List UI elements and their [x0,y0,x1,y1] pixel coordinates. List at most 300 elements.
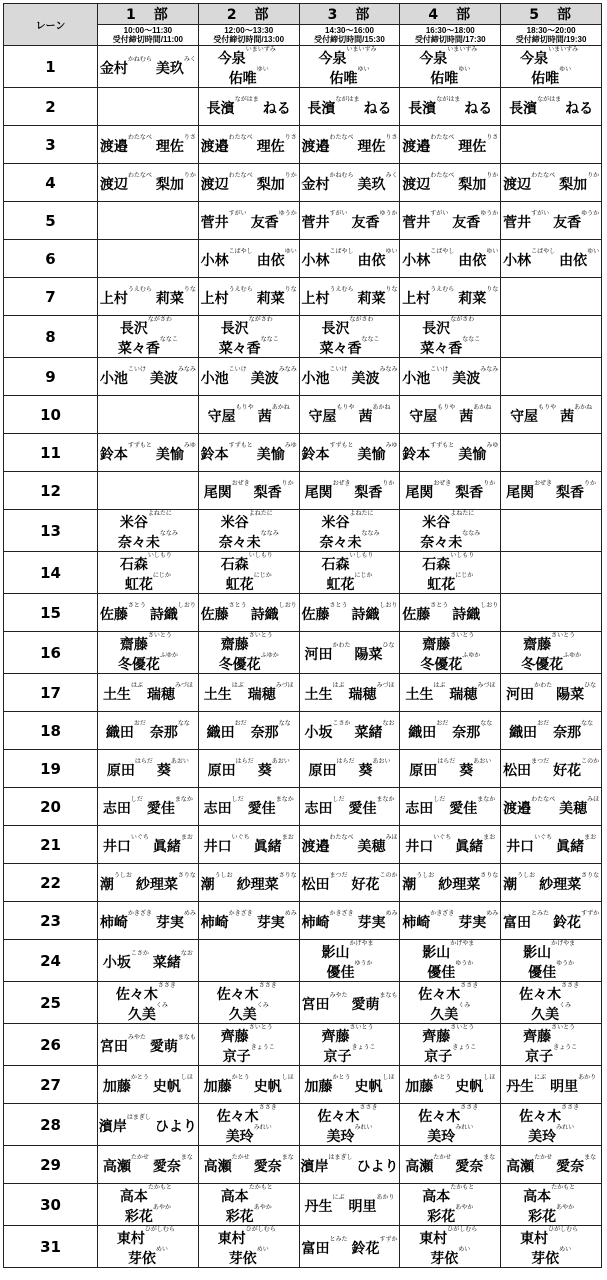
given-name-reading: あおい [473,758,492,765]
given-name-text: ねる [464,101,493,117]
part-5-cell [501,864,602,902]
family-name-text: 守屋 [207,409,236,425]
part-5-cell [501,126,602,164]
given-name-text: 紗理菜 [539,877,582,893]
member-name [400,1104,500,1144]
family-name-text: 石森 [422,557,451,573]
family-name [100,286,152,306]
given-name-reading: きょうこ [250,1044,275,1051]
family-name-text: 小坂 [304,725,333,741]
family-name [208,758,254,778]
given-name [427,572,473,592]
given-name [357,172,397,192]
given-name-reading: ふゆか [462,652,481,659]
given-name [430,66,470,86]
family-name-reading: わたなべ [228,172,253,179]
given-name-text: 優佳 [427,965,456,981]
family-name-reading: ながはま [335,96,360,103]
family-name [523,940,575,960]
family-name-text: 加藤 [203,1079,232,1095]
part-2-time-range: 12:00～13:30 [224,26,274,35]
family-name [419,46,477,66]
member-name [204,480,294,500]
part-4-cell [400,316,501,358]
lane-number: 28 [4,1104,98,1146]
family-name [408,720,448,740]
part-5-cell [501,594,602,632]
given-name-reading: りさ [486,134,499,141]
part-1-time [98,25,199,46]
given-name-reading: みゆ [385,442,398,449]
given-name-text: 由依 [458,253,487,269]
given-name-reading: りか [382,480,395,487]
member-name [199,982,299,1022]
part-4-cell [400,826,501,864]
given-name-text: 奈々未 [218,535,261,551]
member-name [98,510,198,550]
given-name-reading: きょうこ [553,1044,578,1051]
family-name-reading: ささき [157,982,176,989]
part-1-cell [98,552,199,594]
part-3-time [299,25,400,46]
family-name-text: 守屋 [308,409,337,425]
part-4-cell [400,1226,501,1268]
family-name [106,720,146,740]
given-name-text: 葵 [156,763,171,779]
part-4-cell [400,788,501,826]
family-name-reading: かげやま [349,940,374,947]
given-name-reading: ゆい [256,66,269,73]
member-name [400,1024,500,1064]
given-name-reading: みく [385,172,398,179]
family-name [418,982,478,1002]
member-name [307,96,391,116]
member-name [408,720,492,740]
family-name-reading: はぶ [433,682,446,689]
given-name-reading: みほ [385,834,398,841]
family-name-text: 柿崎 [200,915,229,931]
part-2-cell [198,240,299,278]
family-name-text: 松田 [301,877,330,893]
given-name-text: 美愉 [256,447,285,463]
given-name-reading: ななみ [462,530,481,537]
given-name [156,172,196,192]
member-name [304,796,394,816]
family-name [207,96,259,116]
given-name [420,336,480,356]
given-name [150,602,196,622]
given-name-reading: みれい [455,1124,474,1131]
lane-number: 10 [4,396,98,434]
member-name [402,442,498,462]
family-name-reading: しだ [332,796,345,803]
family-name-text: 鈴本 [99,447,128,463]
given-name-reading: しほ [382,1074,395,1081]
member-name [300,1024,400,1064]
member-name [402,366,498,386]
family-name-reading: こいけ [228,366,247,373]
family-name-reading: ささき [258,1104,277,1111]
family-name-text: 丹生 [506,1079,535,1095]
family-name-reading: うえむら [430,286,455,293]
family-name [402,442,454,462]
given-name [254,1074,294,1094]
family-name [208,404,254,424]
given-name-text: 芽依 [127,1251,156,1267]
family-name-text: 潮 [99,877,114,893]
family-name-reading: すがい [430,210,449,217]
given-name-reading: なな [480,720,493,727]
part-1-cell [98,1024,199,1066]
given-name [351,366,397,386]
given-name-reading: ななこ [462,336,481,343]
part-3-cell [299,594,400,632]
lane-number: 5 [4,202,98,240]
given-name [254,834,294,854]
given-name-reading: あやか [152,1204,171,1211]
given-name-text: 由依 [256,253,285,269]
given-name [556,1154,596,1174]
given-name [258,404,290,424]
given-name-reading: すずか [581,910,600,917]
family-name [221,316,273,336]
given-name-text: 由依 [357,253,386,269]
part-1-cell [98,902,199,940]
family-name-text: 上村 [402,291,431,307]
family-name [100,602,146,622]
given-name-text: 詩織 [250,607,279,623]
family-name [305,480,351,500]
given-name [559,248,599,268]
part-4-cell [400,632,501,674]
part-2-cell [198,1104,299,1146]
family-name-text: 志田 [304,801,333,817]
part-2-cell [198,902,299,940]
family-name-text: 齊藤 [422,1029,451,1045]
part-5-cell [501,788,602,826]
given-name-text: 美玲 [225,1129,254,1145]
given-name-reading: ふゆか [260,652,279,659]
family-name-reading: うしお [416,872,435,879]
member-name [98,1184,198,1224]
member-name [409,404,491,424]
given-name-reading: りか [486,172,499,179]
family-name-reading: もりや [437,404,456,411]
given-name-text: 奈那 [553,725,582,741]
given-name-text: 陽菜 [556,687,585,703]
given-name-reading: りか [583,480,596,487]
family-name-reading: まつだ [531,758,550,765]
family-name-text: 長沢 [321,321,350,337]
family-name [402,172,454,192]
family-name-text: 佐々木 [418,987,461,1003]
member-name [98,316,198,356]
family-name-text: 長濱 [206,101,235,117]
family-name-text: 小林 [402,253,431,269]
family-name-text: 米谷 [220,515,249,531]
family-name [218,46,276,66]
given-name-reading: めみ [284,910,297,917]
lane-number: 19 [4,750,98,788]
part-1-cell [98,358,199,396]
family-name-reading: とみた [329,1236,348,1243]
part-2-cell [198,358,299,396]
given-name-text: 奈々未 [420,535,463,551]
part-3-cell [299,396,400,434]
part-2-cell [198,1066,299,1104]
part-2-cell [198,1184,299,1226]
family-name [304,642,350,662]
given-name-text: 冬優花 [420,657,463,673]
lane-number: 16 [4,632,98,674]
family-name-text: 渡邉 [402,139,431,155]
family-name-reading: こばやし [531,248,556,255]
member-name [400,46,500,86]
given-name-text: 佑唯 [531,71,560,87]
family-name-reading: おぜき [231,480,250,487]
family-name-reading: よねたに [349,510,374,517]
family-name-text: 原田 [409,763,438,779]
given-name-reading: みれい [556,1124,575,1131]
given-name-text: 瑞穂 [449,687,478,703]
family-name-reading: うえむら [228,286,253,293]
family-name [419,1226,477,1246]
given-name [323,1044,375,1064]
given-name [153,834,193,854]
given-name [351,210,397,230]
given-name [118,336,178,356]
part-1-cell [98,240,199,278]
given-name-reading: まお [584,834,597,841]
part-3-cell [299,1146,400,1184]
given-name-reading: にじか [253,572,272,579]
part-5-cell [501,396,602,434]
family-name-text: 加藤 [304,1079,333,1095]
family-name-text: 尾関 [405,485,434,501]
given-name [348,796,394,816]
family-name-text: 守屋 [409,409,438,425]
family-name-reading: はまぎし [328,1154,353,1161]
lane-column-header: レーン [4,4,98,46]
family-name [305,682,345,702]
given-name [150,720,190,740]
family-name-text: 尾関 [203,485,232,501]
given-name [521,652,581,672]
family-name-text: 土生 [304,687,333,703]
given-name-reading: あかり [578,1074,597,1081]
given-name-text: 虹花 [326,577,355,593]
part-2-time [198,25,299,46]
family-name-reading: ながはま [234,96,259,103]
part-1-cell [98,202,199,240]
given-name [118,652,178,672]
family-name [221,510,273,530]
given-name-reading: りな [284,286,297,293]
family-name [321,940,373,960]
given-name-reading: ななこ [260,336,279,343]
table-row [4,202,602,240]
member-name [103,950,193,970]
member-name [201,442,297,462]
given-name [528,1124,574,1144]
part-3-cell [299,826,400,864]
family-name-text: 潮 [402,877,417,893]
given-name-text: 莉菜 [357,291,386,307]
given-name-reading: まお [483,834,496,841]
part-2-cell [198,126,299,164]
member-name [208,758,290,778]
part-1-time-range: 10:00～11:30 [123,26,173,35]
given-name-reading: ななこ [361,336,380,343]
given-name [251,366,297,386]
table-row [4,396,602,434]
given-name-reading: みゆ [284,442,297,449]
family-name-reading: うえむら [329,286,354,293]
family-name-reading: ながはま [537,96,562,103]
given-name [531,66,571,86]
member-name [501,1226,601,1266]
given-name [427,1204,473,1224]
given-name-text: ひより [356,1159,399,1175]
family-name [422,940,474,960]
family-name-text: 齊藤 [321,1029,350,1045]
part-2-cell [198,278,299,316]
lane-number: 29 [4,1146,98,1184]
family-name-reading: わたなべ [329,834,354,841]
family-name-reading: こばやし [228,248,253,255]
family-name-text: 東村 [520,1231,549,1247]
member-name [402,248,498,268]
part-2-cell [198,1146,299,1184]
family-name-text: 佐々木 [216,1109,259,1125]
given-name-reading: ななこ [159,336,178,343]
member-name [99,1114,197,1134]
part-3-cell [299,1024,400,1066]
part-4-time [400,25,501,46]
family-name-text: 今泉 [217,51,246,67]
given-name [351,992,397,1012]
table-body [4,46,602,1268]
member-name [301,834,397,854]
given-name-text: 梨加 [458,177,487,193]
part-1-cell [98,712,199,750]
given-name-text: 葵 [257,763,272,779]
family-name [221,632,273,652]
given-name [326,960,372,980]
table-row [4,632,602,674]
given-name-reading: あおい [372,758,391,765]
given-name-text: 久美 [531,1007,560,1023]
given-name-reading: このか [379,872,398,879]
member-name [308,758,390,778]
lane-number: 23 [4,902,98,940]
family-name-reading: みやた [127,1034,146,1041]
family-name-text: 鈴本 [301,447,330,463]
given-name [219,336,279,356]
part-5-cell [501,278,602,316]
member-name [400,552,500,592]
family-name [301,872,347,892]
family-name-reading: さいとう [551,632,576,639]
given-name-reading: めい [458,1246,471,1253]
given-name [560,404,592,424]
given-name-reading: みなみ [379,366,398,373]
family-name-reading: いぐち [433,834,452,841]
part-3-cell [299,674,400,712]
given-name-reading: ゆうか [556,960,575,967]
member-name [304,642,394,662]
given-name-text: 鈴花 [351,1241,380,1257]
given-name [420,530,480,550]
member-name [510,404,592,424]
family-name-reading: しだ [130,796,143,803]
given-name-text: 愛佳 [146,801,175,817]
given-name-text: 美玲 [427,1129,456,1145]
family-name-text: 尾関 [506,485,535,501]
family-name-text: 高瀬 [506,1159,535,1175]
family-name [402,210,448,230]
family-name-reading: かわた [332,642,351,649]
given-name-reading: まお [281,834,294,841]
family-name [201,442,253,462]
family-name-reading: いまいずみ [447,46,478,53]
part-1-cutoff: 受付締切時間/11:00 [112,35,184,44]
given-name-text: 葵 [358,763,373,779]
given-name-text: 理佐 [458,139,487,155]
family-name-reading: もりや [538,404,557,411]
family-name-reading: にぶ [534,1074,547,1081]
family-name-text: 齋藤 [119,637,148,653]
given-name-reading: さりな [480,872,499,879]
family-name-reading: かげやま [450,940,475,947]
given-name-reading: まな [584,1154,597,1161]
part-3-cell [299,788,400,826]
family-name-reading: うしお [214,872,233,879]
family-name-reading: こさか [332,720,351,727]
given-name-text: 陽菜 [354,647,383,663]
family-name [301,910,353,930]
given-name-text: 瑞穂 [247,687,276,703]
family-name [503,248,555,268]
given-name-reading: しおり [379,602,398,609]
part-1-cell [98,594,199,632]
member-name [503,910,599,930]
given-name-text: 莉菜 [458,291,487,307]
family-name-reading: おぜき [433,480,452,487]
family-name [207,720,247,740]
part-2-cell [198,940,299,982]
family-name-text: 土生 [405,687,434,703]
family-name-reading: たかもと [147,1184,172,1191]
given-name [455,834,495,854]
given-name-reading: なお [382,720,395,727]
member-name [402,172,498,192]
given-name-text: 茜 [459,409,474,425]
given-name [458,172,498,192]
member-name [305,682,395,702]
lane-number: 12 [4,472,98,510]
family-name [204,796,244,816]
family-name-text: 高本 [523,1189,552,1205]
family-name [422,1184,474,1204]
part-5-cell [501,358,602,396]
family-name-text: 佐々木 [519,1109,562,1125]
given-name-text: 佑唯 [430,71,459,87]
given-name-text: 芽実 [458,915,487,931]
family-name-reading: はらだ [336,758,355,765]
given-name-text: 奈那 [149,725,178,741]
given-name [357,834,397,854]
